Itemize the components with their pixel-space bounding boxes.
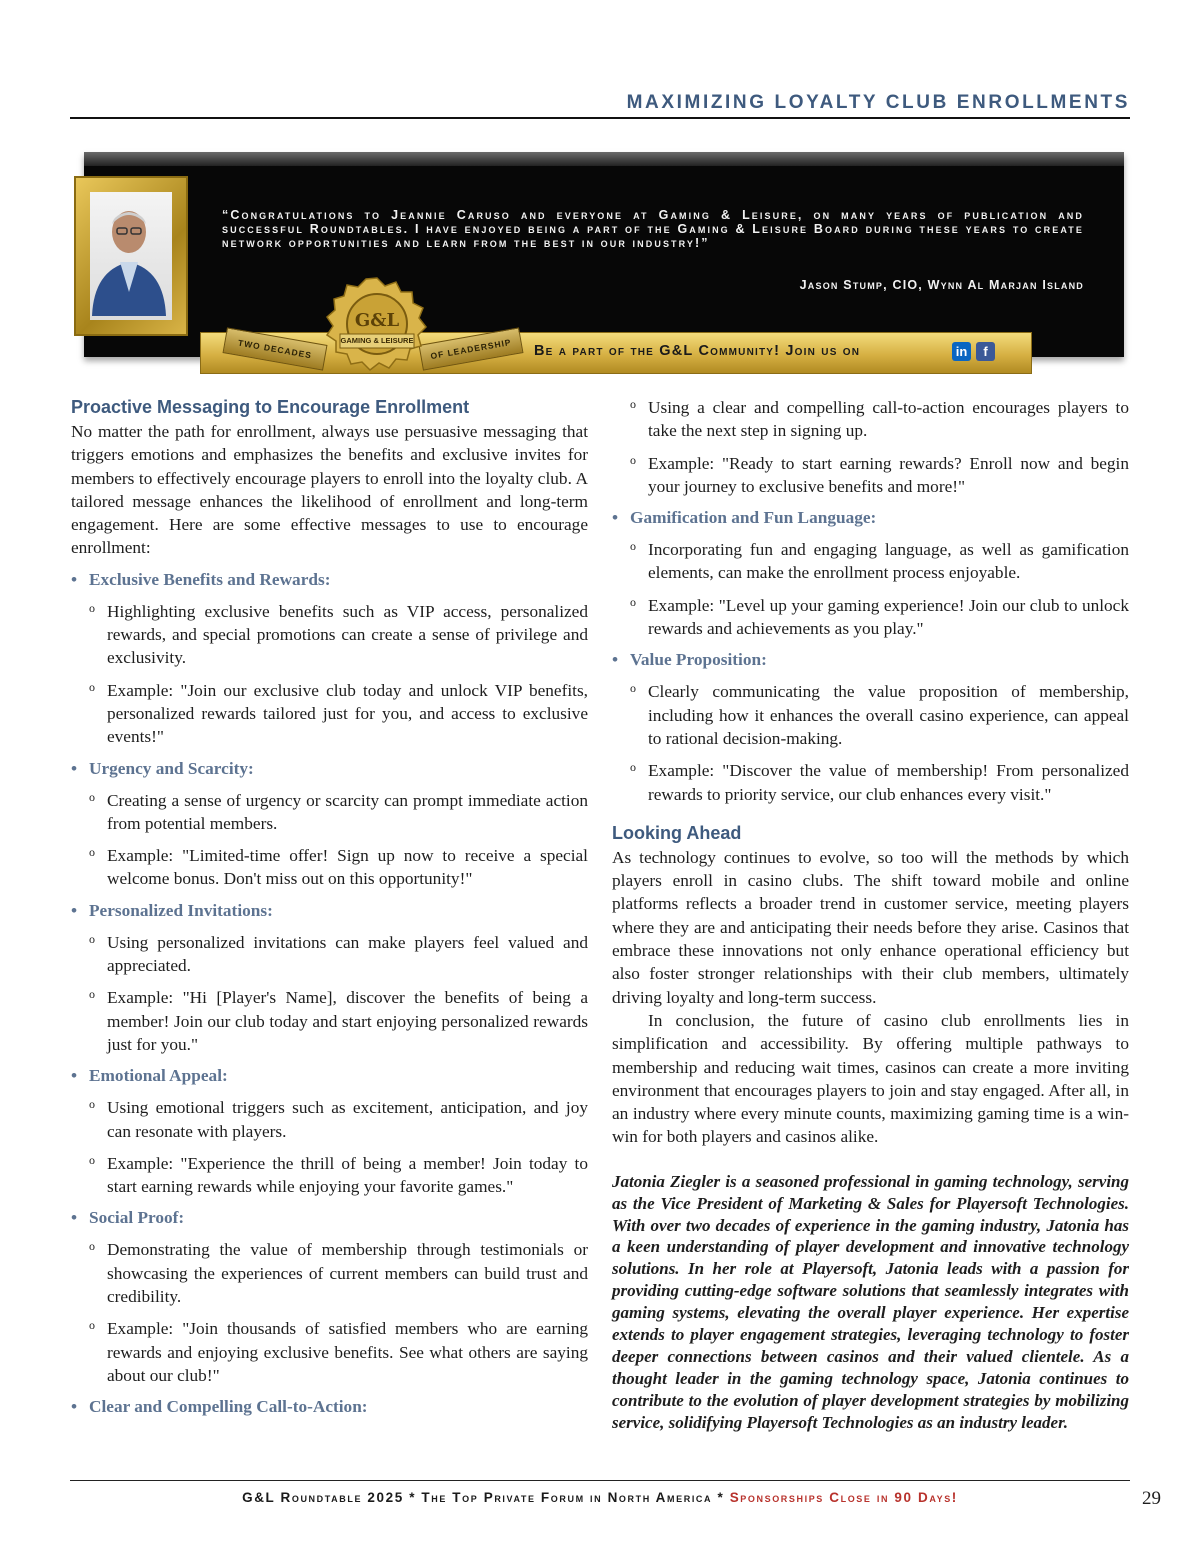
sub-item: o Highlighting exclusive benefits such as VIP access, personalized rewards, and special promotions can create a sense of privilege and exclusivity. <box>89 600 588 668</box>
banner-background <box>84 152 1124 357</box>
intro-paragraph: No matter the path for enrollment, always use persuasive messaging that triggers emotions and emphasizes the benefits and exclusive invites for members to effectively encourage players to enroll into the loyalty club. A tailored message enhances the likelihood of enrollment and long-term engagement. Here are some effective messages to use to encourage enrollment: <box>71 422 588 558</box>
portrait-photo <box>90 192 172 320</box>
sub-item: o Example: "Join thousands of satisfied members who are earning rewards and enjoying exclusive benefits. See what others are saying about our club!" <box>89 1318 588 1385</box>
right-column <box>612 396 1129 1434</box>
sub-item: o Example: "Join our exclusive club today and unlock VIP benefits, personalized rewards tailored just for you, and access to exclusive events!" <box>89 679 588 747</box>
running-header: MAXIMIZING LOYALTY CLUB ENROLLMENTS <box>626 92 1130 113</box>
join-community-text: Be a part of the G&L Community! Join us on <box>534 343 861 359</box>
sub-item: o Example: "Ready to start earning rewards? Enroll now and begin your journey to exclusive benefits and more!" <box>630 452 1129 496</box>
sub-item: o Example: "Level up your gaming experience! Join our club to unlock rewards and achievements as you play." <box>630 594 1129 639</box>
testimonial-quote: “Congratulations to Jeannie Caruso and everyone at Gaming & Leisure, on many years of publication and successful Roundtables. I have enjoyed being a part of the Gaming & Leisure Board during these years to create network opportunities and learn from the best in our industry!” <box>222 208 1084 250</box>
sub-item: o Using a clear and compelling call-to-action encourages players to take the next step in signing up. <box>630 397 1129 441</box>
left-column <box>71 396 588 1427</box>
testimonial-attribution: Jason Stump, CIO, Wynn Al Marjan Island <box>799 278 1084 292</box>
sub-item: o Using personalized invitations can make players feel valued and appreciated. <box>89 931 588 976</box>
footer-rule <box>70 1480 1130 1481</box>
header-rule <box>70 117 1130 119</box>
seal-logo: G&L <box>354 310 400 331</box>
page-number: 29 <box>1142 1488 1161 1509</box>
sub-item: o Example: "Experience the thrill of being a member! Join today to start earning rewards while enjoying your favorite games." <box>89 1152 588 1197</box>
footer <box>0 1490 1200 1505</box>
section-heading-looking-ahead: Looking Ahead <box>612 822 742 843</box>
footer-accent: Sponsorships Close in 90 Days! <box>729 1490 958 1505</box>
seal-ribbon-text: GAMING & LEISURE <box>340 336 414 345</box>
sub-item: o Demonstrating the value of membership through testimonials or showcasing the experiences of current members can build trust and credibility. <box>89 1239 588 1307</box>
bullet-heading: • Exclusive Benefits and Rewards: <box>71 569 331 589</box>
bullet-heading: • Emotional Appeal: <box>71 1066 228 1086</box>
sub-item: o Example: "Hi [Player's Name], discover the benefits of being a member! Join our club today and start enjoying personalized rewards just for you." <box>89 987 588 1054</box>
sub-item: o Using emotional triggers such as excitement, anticipation, and joy can resonate with players. <box>89 1097 588 1141</box>
bullet-heading: • Personalized Invitations: <box>71 900 273 920</box>
sub-item: o Example: "Discover the value of membership! From personalized rewards to priority service, our club enhances every visit." <box>630 760 1129 804</box>
banner-bevel <box>84 152 1124 166</box>
bullet-heading: • Clear and Compelling Call-to-Action: <box>71 1397 368 1417</box>
footer-text: G&L Roundtable 2025 * The Top Private Forum in North America * <box>242 1490 730 1505</box>
bullet-heading: • Gamification and Fun Language: <box>612 508 877 528</box>
testimonial-banner <box>72 148 1130 380</box>
conclusion-paragraph: In conclusion, the future of casino club enrollments lies in simplification and accessibility. By offering multiple pathways to membership and reducing wait times, casinos can create a more inviting environment that encourages players to join and stay engaged. After all, in an industry where every minute counts, maximizing gaming time is a win-win for both players and casinos alike. <box>612 1010 1129 1147</box>
section-heading-messaging: Proactive Messaging to Encourage Enrollment <box>71 397 470 417</box>
sub-item: o Clearly communicating the value proposition of membership, including how it enhances the overall casino experience, can appeal to rational decision-making. <box>630 681 1129 748</box>
bullet-heading: • Urgency and Scarcity: <box>71 758 254 778</box>
ribbon-right: OF LEADERSHIP <box>419 327 524 370</box>
sub-item: o Incorporating fun and engaging language, as well as gamification elements, can make the enrollment process enjoyable. <box>630 539 1129 583</box>
ribbon-left: TWO DECADES <box>223 327 328 370</box>
sub-item: o Example: "Limited-time offer! Sign up now to receive a special welcome bonus. Don't miss out on this opportunity!" <box>89 845 588 889</box>
author-bio: Jatonia Ziegler is a seasoned professional in gaming technology, serving as the Vice President of Marketing & Sales for Playersoft Technologies. With over two decades of experience in the gaming industry, Jatonia has a keen understanding of player development and innovative technology solutions. In her role at Playersoft, Jatonia leads with a passion for providing cutting-edge software solutions that seamlessly integrates with gaming systems, elevating the overall player experience. Her expertise extends to player engagement strategies, leveraging technology to foster deeper connections between casinos and their valued clientele. As a thought leader in the gaming technology space, Jatonia continues to contribute to the evolution of player development strategies by mobilizing service, solidifying Playersoft Technologies as an industry leader. <box>612 1171 1129 1432</box>
sub-item: o Creating a sense of urgency or scarcity can prompt immediate action from potential members. <box>89 789 588 833</box>
facebook-icon[interactable]: f <box>976 342 995 361</box>
linkedin-icon[interactable]: in <box>952 342 971 361</box>
looking-ahead-paragraph: As technology continues to evolve, so too will the methods by which players enroll in casino clubs. The shift toward mobile and online platforms reflects a broader trend in customer service, meeting players where they are and anticipating their needs before they arise. Casinos that embrace these innovations not only enhance operational efficiency but also foster stronger relationships with their club members, ultimately driving loyalty and long-term success. <box>612 847 1129 1007</box>
bullet-heading: • Social Proof: <box>71 1208 185 1228</box>
portrait-frame <box>74 176 188 336</box>
person-icon <box>90 192 168 316</box>
bullet-heading: • Value Proposition: <box>612 650 767 670</box>
